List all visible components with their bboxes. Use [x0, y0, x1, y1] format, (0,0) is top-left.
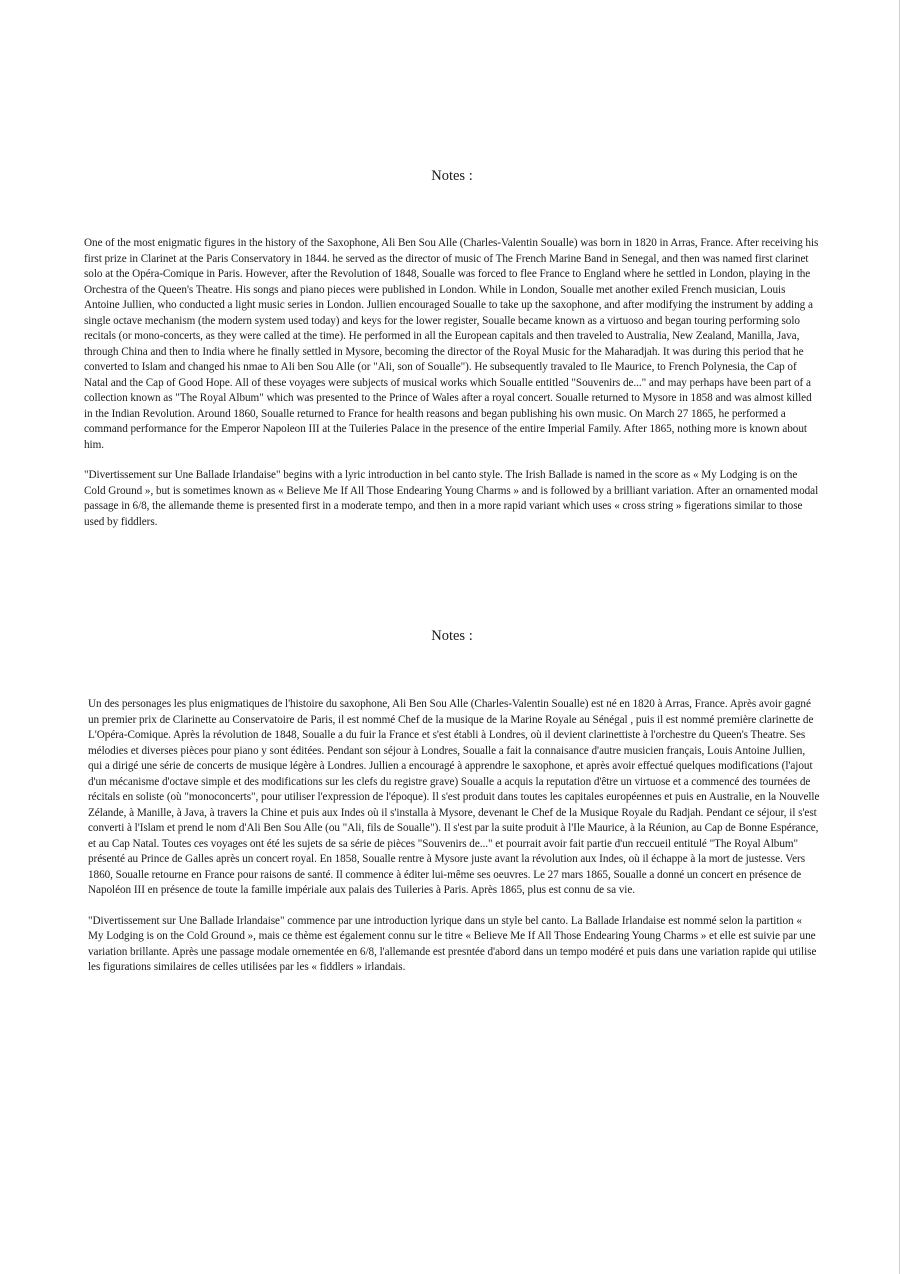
english-notes-heading: Notes :	[431, 168, 473, 184]
french-notes-heading: Notes :	[431, 628, 473, 644]
french-notes-section	[84, 626, 820, 976]
french-piece-description-paragraph: "Divertissement sur Une Ballade Irlandaise" commence par une introduction lyrique dans un style bel canto. La Ballade Irlandaise est nommé selon la partition « My Lodging is on the Cold Ground », mais ce thème est également connu sur le titre « Believe Me If All Those Endearing Young Charms » et elle est suivie par une variation brillante. Après une passage modale ornementée en 6/8, l'allemande est presntée d'abord dans un tempo modéré et puis dans une variation rapide qui utilise les figurations similaires de celles utilisées par les « fiddlers » irlandais.	[88, 914, 817, 973]
english-biography-paragraph: One of the most enigmatic figures in the history of the Saxophone, Ali Ben Sou Alle (Charles-Valentin Soualle) was born in 1820 in Arras, France. After receiving his first prize in Clarinet at the Paris Conservatory in 1844. he served as the director of music of The French Marine Band in Senegal, and then was named first clarinet solo at the Opéra-Comique in Paris. However, after the Revolution of 1848, Soualle was forced to flee France to England where he settled in London, playing in the Orchestra of the Queen's Theatre. His songs and piano pieces were published in London. While in London, Soualle met another exiled French musician, Louis Antoine Jullien, who conducted a light music series in London. Jullien encouraged Soualle to take up the saxophone, and after modifying the instrument by adding a single octave mechanism (the modern system used today) and keys for the lower register, Soualle became known as a virtuoso and began touring performing solo recitals (or mono-concerts, as they were called at the time). He performed in all the European capitals and then traveled to Australia, New Zealand, Manilla, Java, through China and then to India where he finally settled in Mysore, becoming the director of the Royal Music for the Maharadjah. It was during this period that he converted to Islam and changed his nmae to Ali ben Sou Alle (or "Ali, son of Soualle"). He subsequently travaled to Ile Maurice, to French Polynesia, the Cap of Natal and the Cap of Good Hope. All of these voyages were subjects of musical works which Soualle entitled "Souvenirs de..." and may perhaps have been part of a collection known as "The Royal Album" which was presented to the Prince of Wales after a royal concert. Soualle returned to Mysore in 1858 and was almost killed in the Indian Revolution. Around 1860, Soualle returned to France for health reasons and began publishing his own music. On March 27 1865, he performed a command performance for the Emperor Napoleon III at the Tuileries Palace in the presence of the entire Imperial Family. After 1865, nothing more is known about him.	[84, 237, 819, 451]
french-biography-paragraph: Un des personages les plus enigmatiques de l'histoire du saxophone, Ali Ben Sou Alle (Charles-Valentin Soualle) est né en 1820 à Arras, France. Après avoir gagné un premier prix de Clarinette au Conservatoire de Paris, il est nommé Chef de la musique de la Marine Royale au Sénégal , puis il est nommé première clarinette de L'Opéra-Comique. Après la révolution de 1848, Soualle a du fuir la France et s'est établi à Londres, où il devient clarinettiste à l'orchestre du Queen's Theatre. Ses mélodies et diverses pièces pour piano y sont éditées. Pendant son séjour à Londres, Soualle a fait la connaisance d'autre musicien français, Louis Antoine Jullien, qui a dirigé une série de concerts de musique légère à Londres. Jullien a encouragé à apprendre le saxophone, et après avoir effectué quelques modifications (l'ajout d'un mécanisme d'octave simple et des modifications sur les clefs du registre grave) Soualle a acquis la reputation d'être un virtuose et a commencé des tournées de récitals en soliste (où "monoconcerts", pour utiliser l'expression de l'époque). Il s'est produit dans toutes les capitales européennes et puis en Australie, en la Nouvelle Zélande, à Manille, à Java, à travers la Chine et puis aux Indes où il s'installa à Mysore, devenant le Chef de la Musique Royale du Radjah. Pendant ce séjour, il s'est converti à l'Islam et prend le nom d'Ali Ben Sou Alle (ou "Ali, fils de Soualle"). Il s'est par la suite produit à l'Ile Maurice, à la Réunion, au Cap de Bonne Espérance, et au Cap Natal. Toutes ces voyages ont été les sujets de sa série de pièces "Souvenirs de..." et pourrait avoir fait partie d'un reccueil entitulé "The Royal Album" présenté au Prince de Galles après un concert royal. En 1858, Soualle rentre à Mysore juste avant la révolution aux Indes, où il échappe à la mort de justesse. Vers 1860, Soualle retourne en France pour raisons de santé. Il commence à éditer lui-même ses oeuvres. Le 27 mars 1865, Soualle a donné un concert en présence de Napoléon III en présence de toute la famille impériale aux palais des Tuileries à Paris. Après 1865, plus est connu de sa vie.	[88, 698, 820, 896]
english-notes-section	[84, 166, 820, 530]
english-piece-description-paragraph: "Divertissement sur Une Ballade Irlandaise" begins with a lyric introduction in bel canto style. The Irish Ballade is named in the score as « My Lodging is on the Cold Ground », but is sometimes known as « Believe Me If All Those Endearing Young Charms » and is followed by a brilliant variation. After an ornamented modal passage in 6/8, the allemande theme is presented first in a moderate tempo, and then in a more rapid variant which uses « cross string » figerations similar to those used by fiddlers.	[84, 469, 819, 528]
